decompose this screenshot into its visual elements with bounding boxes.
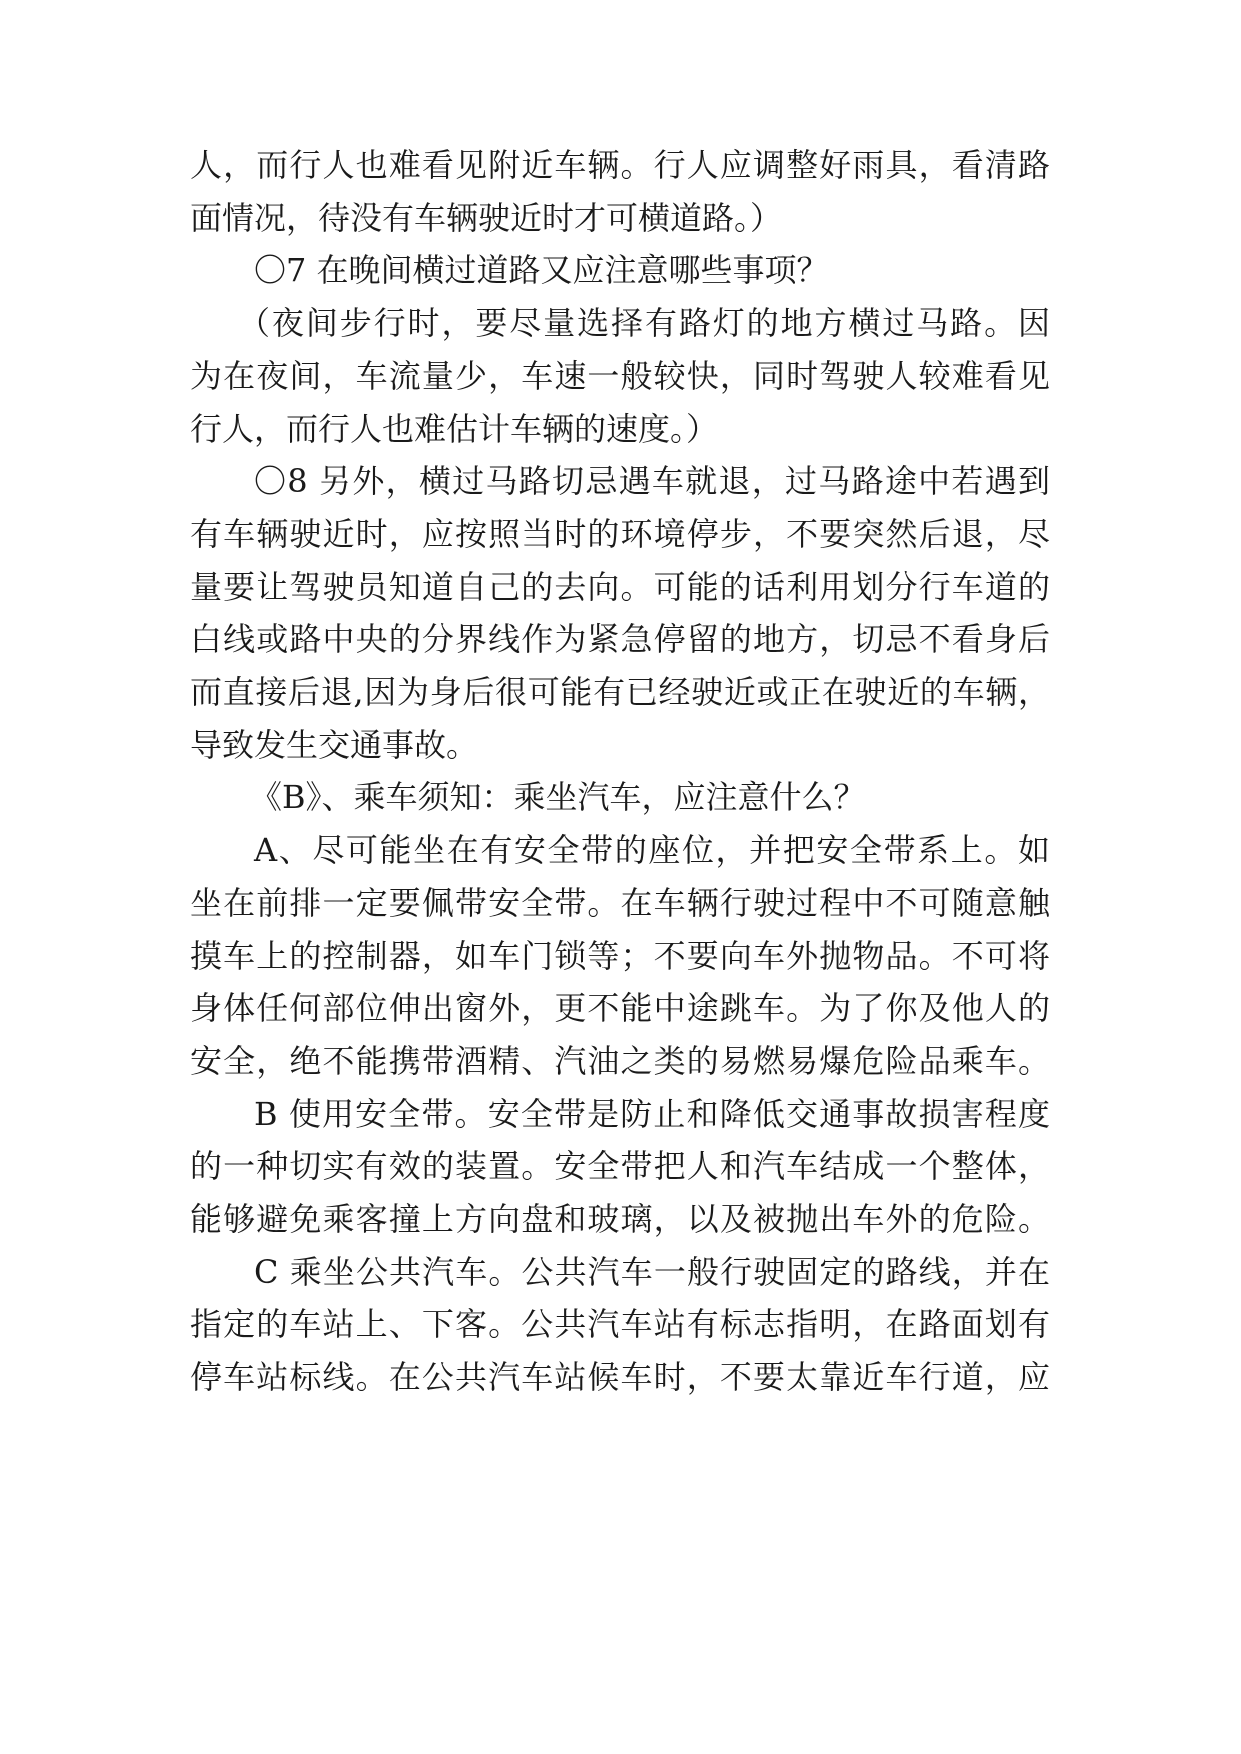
text-line: 白线或路中央的分界线作为紧急停留的地方，切忌不看身后 bbox=[190, 620, 1050, 659]
text-line: 而直接后退,因为身后很可能有已经驶近或正在驶近的车辆， bbox=[190, 673, 1050, 711]
text-line: 身体任何部位伸出窗外，更不能中途跳车。为了你及他人的 bbox=[190, 989, 1050, 1028]
text-line: 量要让驾驶员知道自己的去向。可能的话利用划分行车道的 bbox=[190, 567, 1050, 606]
text-line: 的一种切实有效的装置。安全带把人和汽车结成一个整体， bbox=[190, 1147, 1050, 1186]
text-line: （夜间步行时，要尽量选择有路灯的地方横过马路。因 bbox=[238, 304, 1050, 343]
text-line: A、尽可能坐在有安全带的座位，并把安全带系上。如 bbox=[254, 831, 1050, 870]
text-line: 〇8 另外，横过马路切忌遇车就退，过马路途中若遇到 bbox=[254, 462, 1050, 501]
text-line: 安全，绝不能携带酒精、汽油之类的易燃易爆危险品乘车。 bbox=[190, 1041, 1050, 1080]
text-line: 有车辆驶近时，应按照当时的环境停步，不要突然后退，尽 bbox=[190, 514, 1050, 553]
text-line: 导致发生交通事故。 bbox=[190, 725, 479, 764]
text-line: B 使用安全带。安全带是防止和降低交通事故损害程度 bbox=[254, 1094, 1050, 1133]
text-line: 〇7 在晚间横过道路又应注意哪些事项？ bbox=[254, 251, 829, 290]
text-line: 人，而行人也难看见附近车辆。行人应调整好雨具，看清路 bbox=[190, 146, 1050, 184]
text-line: 面情况，待没有车辆驶近时才可横道路。） bbox=[190, 198, 783, 237]
text-line: 《B》、乘车须知：乘坐汽车，应注意什么？ bbox=[250, 778, 866, 817]
text-line: 为在夜间，车流量少，车速一般较快，同时驾驶人较难看见 bbox=[190, 356, 1050, 395]
text-line: 坐在前排一定要佩带安全带。在车辆行驶过程中不可随意触 bbox=[190, 883, 1050, 922]
text-line: C 乘坐公共汽车。公共汽车一般行驶固定的路线，并在 bbox=[254, 1252, 1050, 1291]
text-line: 摸车上的控制器，如车门锁等；不要向车外抛物品。不可将 bbox=[190, 936, 1050, 975]
text-line: 停车站标线。在公共汽车站候车时，不要太靠近车行道，应 bbox=[190, 1358, 1050, 1397]
text-line: 指定的车站上、下客。公共汽车站有标志指明，在路面划有 bbox=[190, 1305, 1050, 1344]
text-line: 能够避免乘客撞上方向盘和玻璃，以及被抛出车外的危险。 bbox=[190, 1200, 1050, 1238]
text-line: 行人，而行人也难估计车辆的速度。） bbox=[190, 409, 719, 448]
